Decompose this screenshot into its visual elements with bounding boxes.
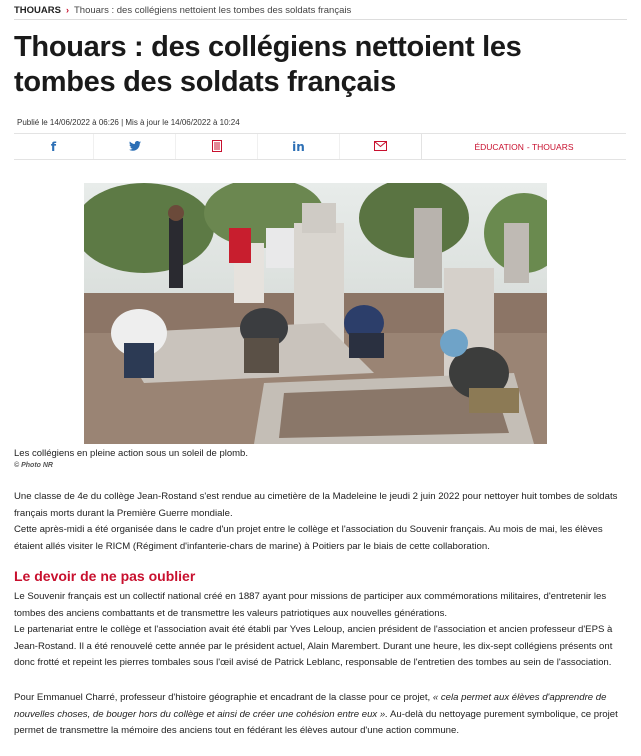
share-mail-button[interactable]	[340, 134, 422, 159]
breadcrumb-current: Thouars : des collégiens nettoient les tombes des soldats français	[73, 4, 352, 16]
paragraph-project: Cette après-midi a été organisée dans le cadre d'un projet entre le collège et l'association du Souvenir français. Au mois de mai, les élèves étaient allés visiter le RICM (Régiment d'infanterie-chars de marine) à Poitiers par le biais de cette collaboration.	[14, 524, 603, 552]
paragraph-souvenir: Le Souvenir français est un collectif national créé en 1887 ayant pour missions de participer aux commémorations militaires, d'entretenir les tombes des anciens combattants et de transmettre les valeurs patriotiques aux nouvelles générations.	[14, 591, 607, 619]
paragraph-teacher	[14, 690, 626, 740]
tag-thouars-link[interactable]: - THOUARS	[526, 141, 574, 152]
share-twitter-button[interactable]	[94, 134, 176, 159]
share-bar	[14, 133, 626, 160]
section-subhead: Le devoir de ne pas oublier	[14, 568, 196, 584]
breadcrumb-home-link[interactable]: THOUARS	[14, 4, 61, 16]
paragraph-partnership: Le partenariat entre le collège et l'association avait été établi par Yves Leloup, ancien président de l'association et ancien professeur d'EPS à Jean-Rostand. Il a été renouvelé cette année par le président actuel, Alain Marembert. Durant une heure, les dix-sept collégiens présents ont donc frotté et repeint les pierres tombales sous l'œil avisé de Patrick Leblanc, responsable de l'entretien des tombes au sein de l'association.	[14, 624, 613, 668]
twitter-icon	[129, 141, 141, 153]
print-icon	[212, 140, 222, 154]
breadcrumb	[14, 2, 351, 18]
chevron-right-icon: ›	[65, 5, 69, 15]
photo-credit: © Photo NR	[14, 462, 53, 469]
linkedin-icon: in	[292, 139, 305, 154]
paragraph-intro: Une classe de 4e du collège Jean-Rostand s'est rendue au cimetière de la Madeleine le jeudi 2 juin 2022 pour nettoyer huit tombes de soldats français morts durant la Première Guerre mondiale.	[14, 491, 618, 519]
tag-education-link[interactable]: ÉDUCATION	[474, 141, 524, 152]
divider	[14, 19, 627, 20]
facebook-icon: f	[50, 139, 57, 154]
mail-icon	[374, 141, 387, 153]
article-photo	[84, 183, 547, 444]
article-tags	[422, 134, 626, 159]
paragraph-teacher-end: Au-delà du nettoyage purement symbolique, ce projet permet de transmettre la mémoire des anciens tout en fédérant les élèves autour d'une action commune.	[14, 708, 618, 736]
paragraph-teacher-start: Pour Emmanuel Charré, professeur d'histoire géographie et encadrant de la classe pour ce projet,	[14, 692, 433, 703]
photo-caption: Les collégiens en pleine action sous un soleil de plomb.	[14, 448, 248, 459]
share-facebook-button[interactable]	[14, 134, 94, 159]
publish-meta: Publié le 14/06/2022 à 06:26 | Mis à jour le 14/06/2022 à 10:24	[17, 118, 240, 127]
page-title: Thouars : des collégiens nettoient les tombes des soldats français	[14, 31, 522, 98]
print-button[interactable]	[176, 134, 258, 159]
teacher-quote: « cela permet aux élèves d'apprendre de nouvelles choses, de bouger hors du collège et ainsi de créer une cohésion entre eux ».	[14, 692, 607, 720]
cemetery-photo-illustration	[84, 183, 547, 444]
share-linkedin-button[interactable]	[258, 134, 340, 159]
